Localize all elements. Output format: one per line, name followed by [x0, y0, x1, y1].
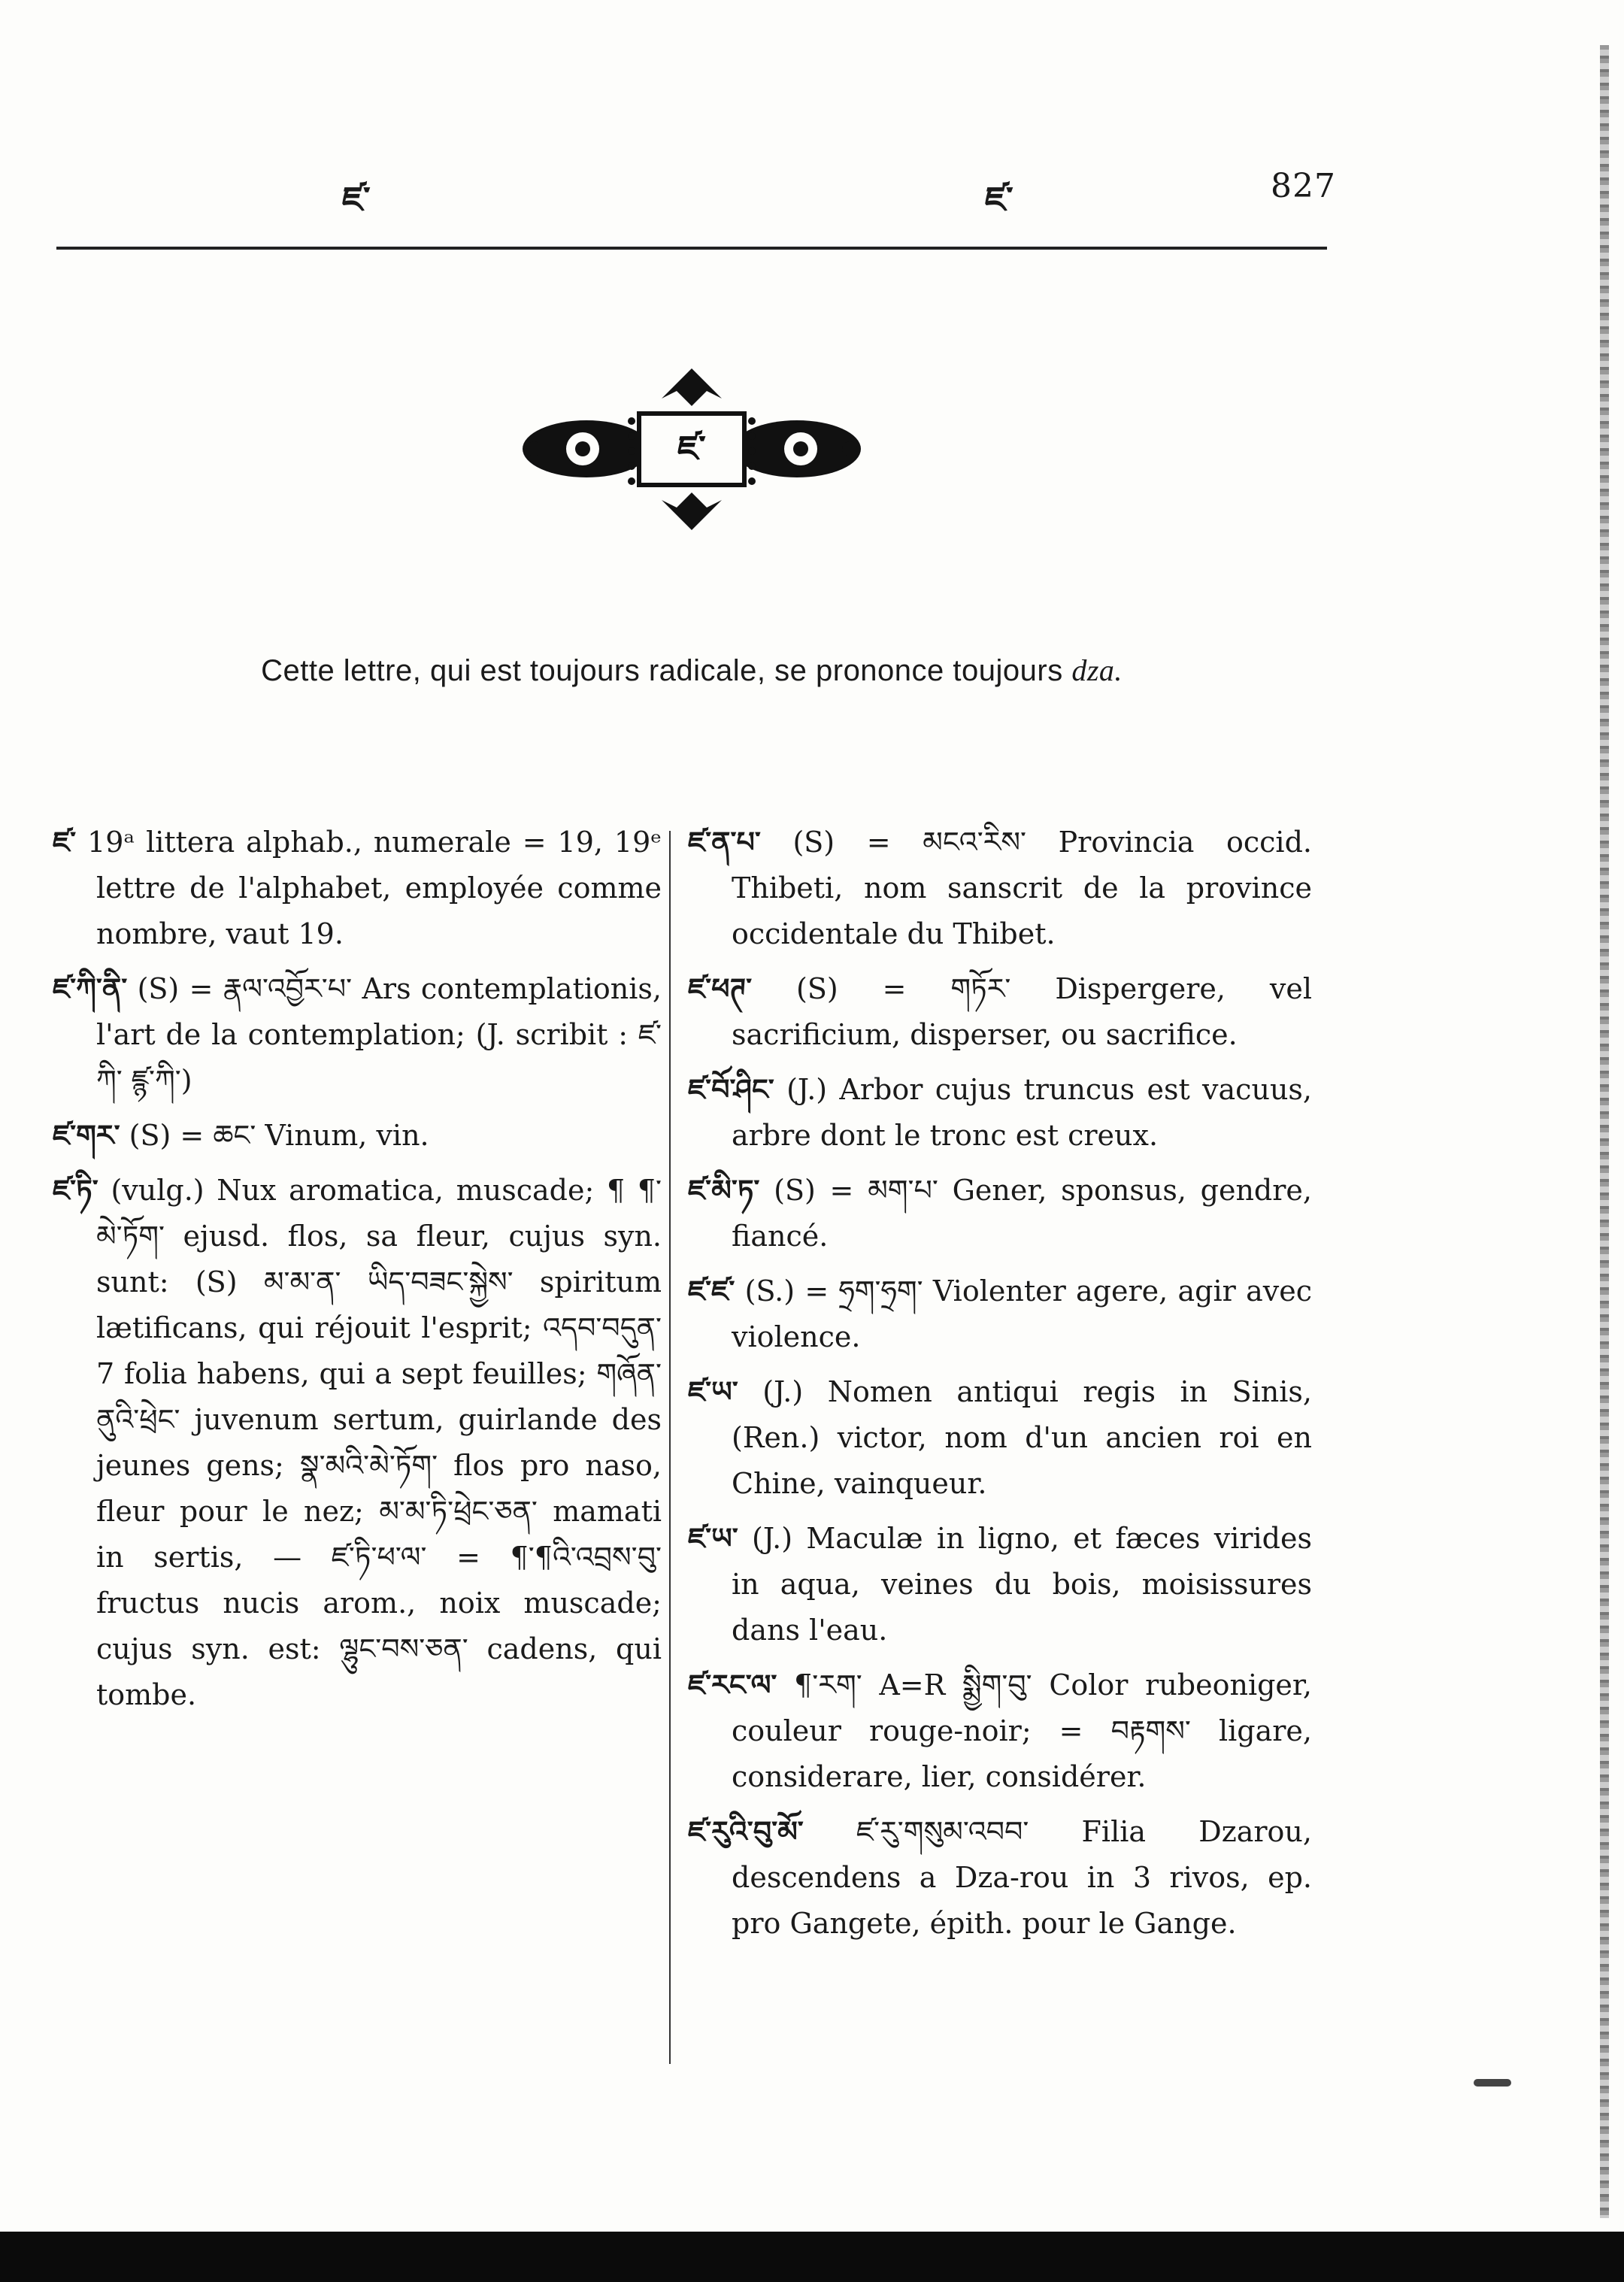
dictionary-entry [688, 820, 1312, 957]
entry-text: (S) = མངའ་རིས་ Provincia occid. Thibeti, nom sanscrit de la province occidentale du Thibet. [732, 826, 1312, 950]
entry-headword: ཛ་ཡ་ [688, 1375, 738, 1408]
header-rule [56, 247, 1327, 250]
dictionary-entry [688, 1168, 1312, 1259]
entry-headword: ཛ་མི་ཏ་ [688, 1174, 760, 1207]
dictionary-entry [688, 1809, 1312, 1947]
entry-headword: ཛ་རུའི་བུ་མོ་ [688, 1815, 804, 1848]
entry-headword: ཛ་ཀི་ནི་ [53, 972, 128, 1005]
entry-headword: ཛ་བོ་ཤིང་ [688, 1073, 774, 1106]
page-edge [1600, 45, 1609, 2218]
decorative-ornament-icon [519, 368, 865, 530]
intro-italic: dza. [1071, 653, 1123, 687]
running-head-center: ཛ་ [985, 179, 1013, 220]
entry-text: (J.) Arbor cujus truncus est vacuus, arbre dont le tronc est creux. [732, 1073, 1312, 1152]
right-column [688, 820, 1312, 1956]
entry-text: (S) = རྣལ་འབྱོར་པ་ Ars contemplationis, l'art de la contemplation; (J. scribit : ཛ་ཀི་ ཛྙ་ཀི་) [96, 972, 662, 1097]
entry-headword: ཛ་ཛ་ [688, 1274, 735, 1308]
ink-smudge [1474, 2079, 1511, 2087]
entry-headword: ཛ་ཡ་ [688, 1522, 738, 1555]
intro-text: Cette lettre, qui est toujours radicale, se prononce toujours [261, 654, 1072, 687]
entry-text: (S) = གཏོར་ Dispergere, vel sacrificium, disperser, ou sacrifice. [732, 972, 1312, 1051]
entry-headword: ཛ་ཕཊ་ [688, 972, 753, 1005]
entry-text: (vulg.) Nux aromatica, muscade; ¶ ¶་མེ་ཏོག་ ejusd. flos, sa fleur, cujus syn. sunt: (S) མ་མ་ན་ ཡིད་བཟང་སྐྱེས་ spiritum lætificans, qui réjouit l'esprit; འདབ་བདུན་ 7 folia habens, qui a sept feuilles; གཞོན་ནུའི་ཕྲེང་ juvenum sertum, guirlande des jeunes gens; སྣ་མའི་མེ་ཏོག་ flos pro naso, fleur pour le nez; མ་མ་ཏི་ཕྲེང་ཅན་ mamati in sertis, — ཛ་ཏི་ཕ་ལ་ = ¶་¶འི་འབྲས་བུ་ fructus nucis arom., noix muscade; cujus syn. est: ལྷུང་བས་ཅན་ cadens, qui tombe. [96, 1174, 662, 1711]
column-divider [669, 831, 671, 2064]
running-head-left: ཛ་ [342, 179, 371, 220]
entry-text: 19ᵃ littera alphab., numerale = 19, 19ᵉ lettre de l'alphabet, employée comme nombre, vaut 19. [87, 826, 662, 950]
entry-text: ཛ་རུ་གསུམ་འབབ་ Filia Dzarou, descendens a Dza-rou in 3 rivos, ep. pro Gangete, épith. pour le Gange. [732, 1815, 1312, 1940]
entry-headword: ཛ་ཏི་ [53, 1174, 98, 1207]
entry-text: (J.) Maculæ in ligno, et fæces virides in aqua, veines du bois, moisissures dans l'eau. [732, 1522, 1312, 1647]
entry-headword: ཛ་རང་ལ་ [688, 1668, 777, 1702]
entry-headword: ཛ་གར་ [53, 1119, 120, 1152]
dictionary-entry [688, 1662, 1312, 1800]
ornament-letter: ཛ་ [677, 428, 706, 468]
entry-headword: ཛ་ [53, 826, 77, 859]
left-column [53, 820, 662, 1727]
dictionary-entry [688, 1516, 1312, 1653]
intro-sentence [0, 653, 1383, 688]
entry-text: (S) = ཆང་ Vinum, vin. [129, 1119, 429, 1152]
entry-text: (S.) = ཧྲག་ཧྲག་ Violenter agere, agir avec violence. [732, 1274, 1312, 1353]
dictionary-entry [53, 1168, 662, 1718]
scan-bottom-bar [0, 2232, 1624, 2282]
entry-text: ¶་རག་ A=R སྨྱིག་བུ་ Color rubeoniger, couleur rouge-noir; = བརྟགས་ ligare, considerare, lier, considérer. [732, 1668, 1312, 1793]
dictionary-entry [688, 1067, 1312, 1159]
dictionary-entry [688, 966, 1312, 1058]
page-number: 827 [1271, 167, 1336, 205]
entry-text: (S) = མག་པ་ Gener, sponsus, gendre, fiancé. [732, 1174, 1312, 1253]
entry-headword: ཛ་ན་པ་ [688, 826, 761, 859]
dictionary-entry [53, 1113, 662, 1159]
dictionary-entry [688, 1369, 1312, 1507]
dictionary-entry [53, 820, 662, 957]
entry-text: (J.) Nomen antiqui regis in Sinis, (Ren.) victor, nom d'un ancien roi en Chine, vainqueur. [732, 1375, 1312, 1500]
dictionary-entry [53, 966, 662, 1104]
dictionary-entry [688, 1268, 1312, 1360]
